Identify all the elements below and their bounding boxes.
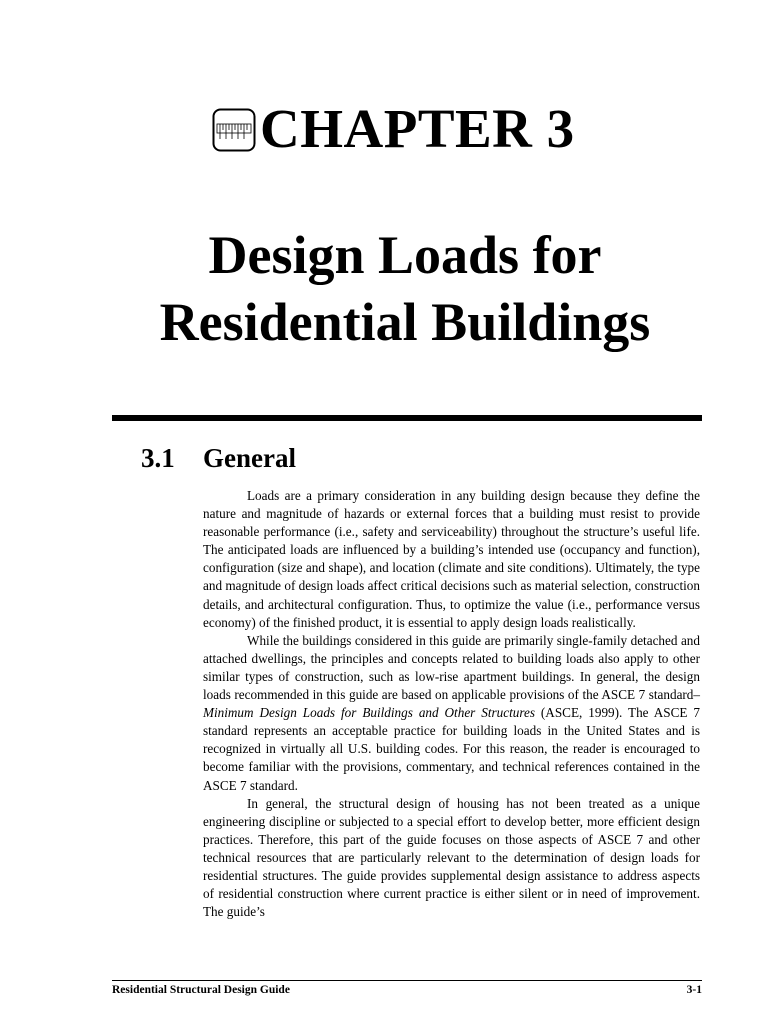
body-paragraph-1: Loads are a primary consideration in any building design because they define the nature and magnitude of hazards or external forces that a building must resist to provide reasonable performance (i.e., safety and serviceability) throughout the structure’s useful life. The anticipated loads are influenced by a building’s intended use (occupancy and function), configuration (size and shape), and location (climate and site conditions). Ultimately, the type and magnitude of design loads affect critical decisions such as material selection, construction details, and architectural configuration. Thus, to optimize the value (i.e., performance versus economy) of the finished product, it is essential to apply design loads realistically.: [203, 488, 700, 630]
chapter-title: [60, 222, 750, 356]
body-paragraph-2: [203, 632, 700, 795]
section-number: 3.1: [141, 443, 175, 473]
page-number: 3-1: [686, 984, 702, 996]
paragraph-2-text-start: While the buildings considered in this guide are primarily single-family detached and attached dwellings, the principles and concepts related to building loads also apply to other similar types of construction, such as low-rise apartment buildings. In general, the design loads recommended in this guide are based on applicable provisions of the ASCE 7 standard–: [203, 632, 700, 703]
ruler-icon: [212, 108, 256, 152]
page-footer: [112, 983, 702, 997]
paragraph-2-text-end: (ASCE, 1999). The ASCE 7 standard represents an acceptable practice for building loads in the United States and is recognized in virtually all U.S. building codes. For this reason, the reader is encouraged to become familiar with the provisions, commentary, and technical references contained in the ASCE 7 standard.: [203, 705, 700, 793]
footer-divider: [112, 980, 702, 981]
chapter-title-line-1: Design Loads for: [208, 225, 602, 285]
footer-book-title: Residential Structural Design Guide: [112, 984, 290, 996]
chapter-title-line-2: Residential Buildings: [159, 292, 651, 352]
chapter-label: CHAPTER 3: [260, 97, 575, 159]
body-paragraph-3: In general, the structural design of housing has not been treated as a unique engineering discipline or subjected to a special effort to develop better, more efficient design practices. Therefore, this part of the guide focuses on those aspects of ASCE 7 and other technical resources that are particularly relevant to the determination of design loads for residential structures. The guide provides supplemental design assistance to address aspects of residential construction where current practice is either silent or in need of improvement. The guide’s: [203, 795, 700, 920]
section-title: General: [203, 443, 296, 473]
title-divider: [112, 415, 702, 421]
standard-title-italic: Minimum Design Loads for Buildings and Other Structures: [203, 705, 535, 721]
section-heading: [141, 440, 296, 476]
section-body: [203, 487, 700, 921]
chapter-heading: [212, 96, 632, 160]
